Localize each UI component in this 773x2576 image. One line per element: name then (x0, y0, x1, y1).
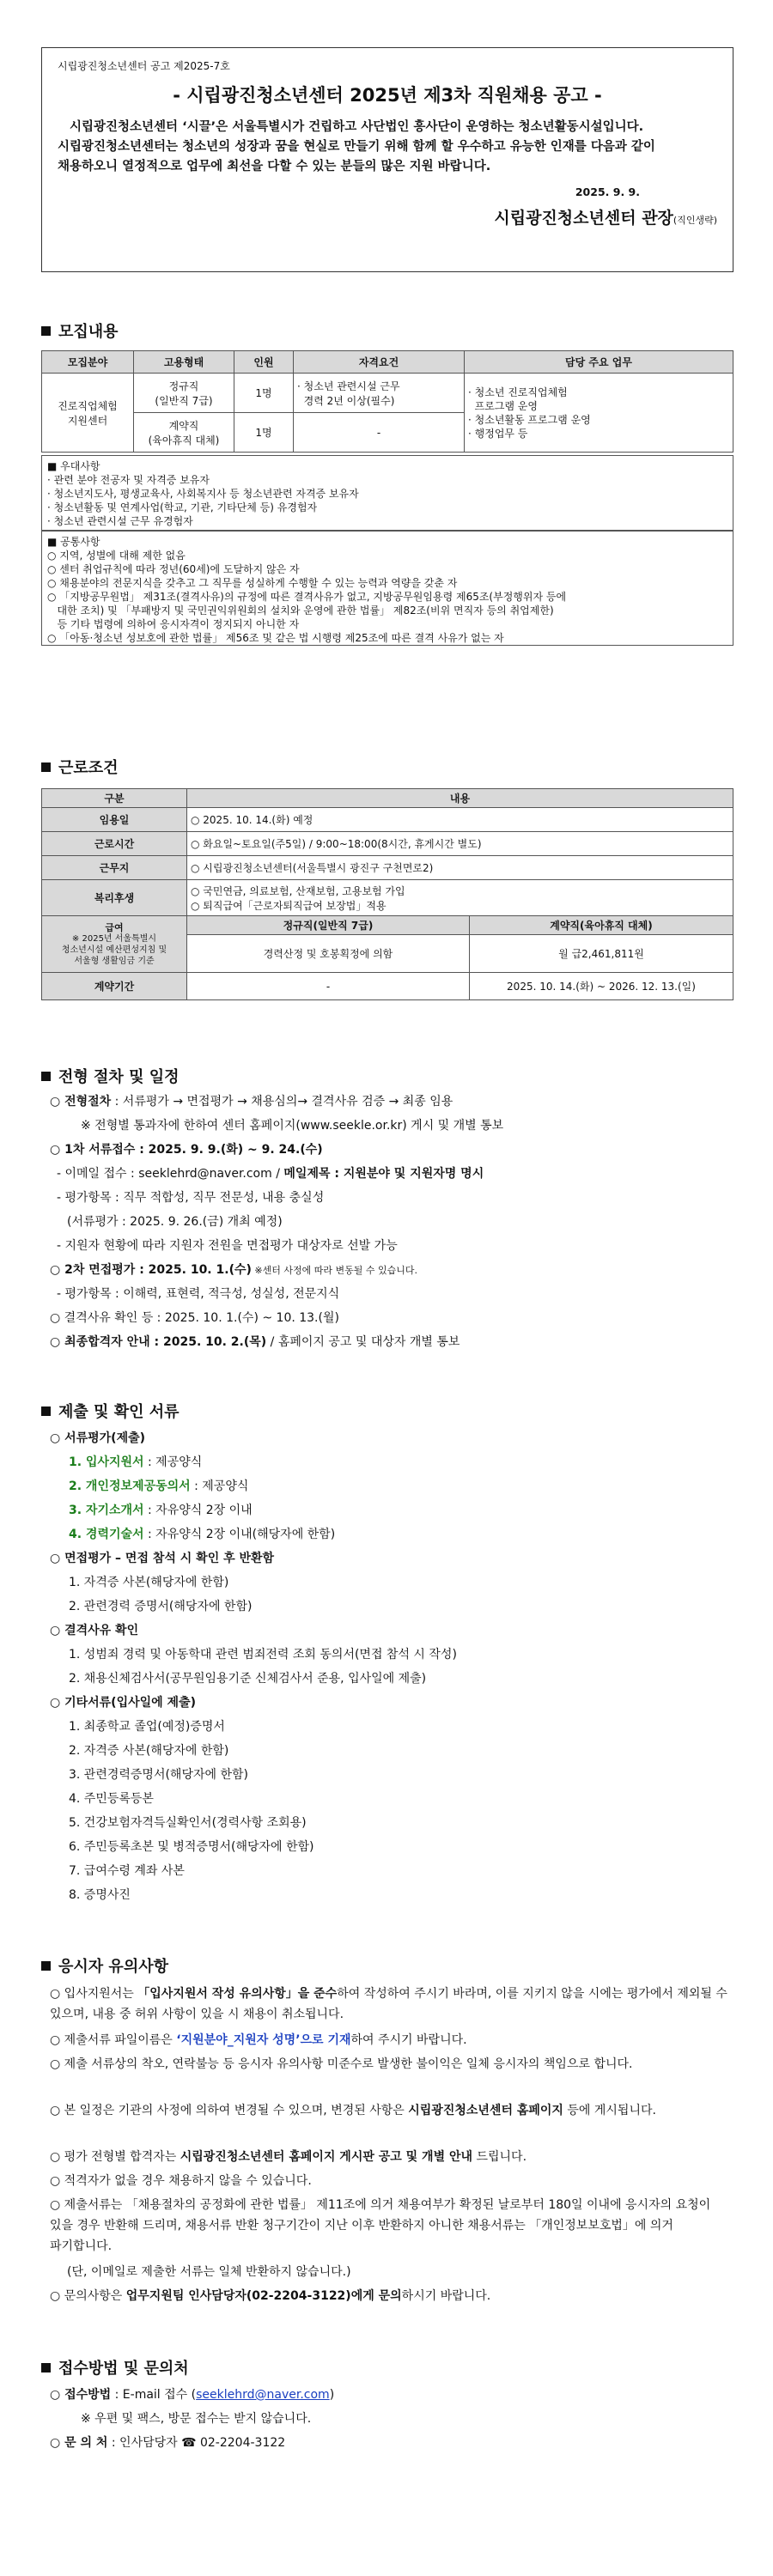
procedure-line: (서류평가 : 2025. 9. 26.(금) 개최 예정) (67, 1215, 283, 1229)
row-label: 임용일 (42, 808, 187, 832)
requirement: - (294, 413, 465, 453)
doc-item: 2. 자격증 사본(해당자에 한함) (69, 1744, 229, 1758)
duties-cell: · 청소년 진로직업체험 프로그램 운영 · 청소년활동 프로그램 운영 · 행정업무 등 (465, 374, 733, 453)
conditions-table (41, 788, 733, 1000)
square-bullet-icon (41, 2363, 51, 2372)
field-cell: 진로직업체험 지원센터 (42, 374, 134, 453)
common-item: ○ 「아동·청소년 성보호에 관한 법률」 제56조 및 같은 법 시행령 제25조에 따른 결격 사유가 없는 자 (47, 632, 504, 644)
col-header: 모집분야 (42, 351, 134, 374)
row-value: ○ 시립광진청소년센터(서울특별시 광진구 구천면로2) (187, 856, 733, 880)
section-title-notes: 응시자 유의사항 (41, 1954, 168, 1977)
section-title-conditions: 근로조건 (41, 756, 119, 778)
salary-col-header: 계약직(육아휴직 대체) (470, 916, 733, 935)
common-item: ○ 센터 취업규칙에 따라 정년(60세)에 도달하지 않은 자 (47, 563, 300, 575)
col-header: 내용 (187, 789, 733, 808)
period-value: 2025. 10. 14.(화) ~ 2026. 12. 13.(일) (470, 973, 733, 1000)
square-bullet-icon (41, 1072, 51, 1081)
section-title-documents: 제출 및 확인 서류 (41, 1400, 180, 1422)
salary-value: 월 급2,461,811원 (470, 935, 733, 973)
employment-type: 계약직 (육아휴직 대체) (134, 413, 234, 453)
common-box (41, 531, 733, 646)
row-label: 계약기간 (42, 973, 187, 1000)
notice-signer: 시립광진청소년센터 관장(직인생략) (494, 209, 717, 228)
col-header: 고용형태 (134, 351, 234, 374)
row-label: 복리후생 (42, 880, 187, 916)
note-item: ○ 제출서류는 「채용절차의 공정화에 관한 법률」 제11조에 의거 채용여부가 확정된 날로부터 180일 이내에 응시자의 요청이 있을 경우 반환해 드리며, 채용서류 반환 청구기간이 지난 이후 반환하지 아니한 채용서류는 「개인정보보호법」에 의거 파기합니다. (50, 2198, 711, 2253)
preference-item: · 관련 분야 전공자 및 자격증 보유자 (47, 474, 210, 486)
notice-body: 시립광진청소년센터 ‘시끌’은 서울특별시가 건립하고 사단법인 흥사단이 운영하는 청소년활동시설입니다. 시립광진청소년센터는 청소년의 성장과 꿈을 현실로 만들기 위해 함께 할 우수하고 유능한 인재를 다음과 같이 채용하오니 열정적으로 업무에 최선을 다할 수 있는 분들의 많은 지원 바랍니다. (58, 120, 655, 173)
preference-title: ■ 우대사항 (47, 460, 100, 472)
row-value: ○ 국민연금, 의료보험, 산재보험, 고용보험 가입 ○ 퇴직급여「근로자퇴직급여 보장법」적용 (187, 880, 733, 916)
note-item: ○ 평가 전형별 합격자는 시립광진청소년센터 홈페이지 게시판 공고 및 개별 안내 드립니다. (50, 2150, 527, 2164)
note-item: ○ 입사지원서는 「입사지원서 작성 유의사항」을 준수하여 작성하여 주시기 바라며, 이를 지키지 않을 시에는 평가에서 제외될 수 있으며, 내용 중 허위 사항이 있을 시 채용이 취소됩니다. (50, 1987, 727, 2021)
employment-type: 정규직 (일반직 7급) (134, 374, 234, 413)
note-item: ○ 제출 서류상의 착오, 연락불능 등 응시자 유의사항 미준수로 발생한 불이익은 일체 응시자의 책임으로 합니다. (50, 2057, 633, 2071)
common-item: ○ 「지방공무원법」 제31조(결격사유)의 규정에 따른 결격사유가 없고, 지방공무원임용령 제65조(부정행위자 등에 (47, 591, 567, 603)
doc-item: 2. 채용신체검사서(공무원임용기준 신체검사서 준용, 입사일에 제출) (69, 1672, 427, 1686)
procedure-line: - 이메일 접수 : seeklehrd@naver.com / 메일제목 : 지원분야 및 지원자명 명시 (57, 1167, 484, 1181)
row-value: ○ 2025. 10. 14.(화) 예정 (187, 808, 733, 832)
notice-title: - 시립광진청소년센터 2025년 제3차 직원채용 공고 - (173, 85, 602, 106)
preference-box (41, 455, 733, 531)
section-title-procedure: 전형 절차 및 일정 (41, 1065, 180, 1087)
contact-phone: ○ 문 의 처 : 인사담당자 ☎ 02-2204-3122 (50, 2436, 286, 2450)
doc-item: 8. 증명사진 (69, 1888, 131, 1902)
doc-item: 2. 관련경력 증명서(해당자에 한함) (69, 1600, 253, 1613)
contact-note: ※ 우편 및 팩스, 방문 접수는 받지 않습니다. (81, 2412, 312, 2426)
doc-item: 7. 급여수령 계좌 사본 (69, 1864, 185, 1878)
preference-item: · 청소년지도사, 평생교육사, 사회복지사 등 청소년관련 자격증 보유자 (47, 488, 359, 500)
doc-group-title: ○ 서류평가(제출) (50, 1431, 146, 1445)
procedure-line: ○ 2차 면접평가 : 2025. 10. 1.(수) ※센터 사정에 따라 변동될 수 있습니다. (50, 1263, 417, 1277)
note-item: ○ 문의사항은 업무지원팀 인사담당자(02-2204-3122)에게 문의하시기 바랍니다. (50, 2289, 491, 2303)
doc-item: 5. 건강보험자격득실확인서(경력사항 조회용) (69, 1816, 307, 1830)
procedure-line: ○ 전형절차 : 서류평가 → 면접평가 → 채용심의→ 결격사유 검증 → 최종 임용 (50, 1095, 453, 1109)
contact-method: ○ 접수방법 : E-mail 접수 (seeklehrd@naver.com) (50, 2388, 335, 2402)
common-item: ○ 채용분야의 전문지식을 갖추고 그 직무를 성실하게 수행할 수 있는 능력과 역량을 갖춘 자 (47, 577, 458, 589)
doc-item: 4. 경력기술서 : 자유양식 2장 이내(해당자에 한함) (69, 1528, 336, 1541)
notice-date: 2025. 9. 9. (575, 185, 640, 198)
procedure-line: ○ 1차 서류접수 : 2025. 9. 9.(화) ~ 9. 24.(수) (50, 1143, 323, 1157)
common-item: ○ 지역, 성별에 대해 제한 없음 (47, 550, 186, 562)
salary-value: 경력산정 및 호봉획정에 의함 (187, 935, 470, 973)
preference-item: · 청소년 관련시설 근무 유경험자 (47, 515, 193, 527)
procedure-note: ※ 전형별 통과자에 한하여 센터 홈페이지(www.seekle.or.kr) 게시 및 개별 통보 (81, 1119, 504, 1133)
period-value: - (187, 973, 470, 1000)
preference-item: · 청소년활동 및 연계사업(학교, 기관, 기타단체 등) 유경험자 (47, 501, 318, 513)
col-header: 구분 (42, 789, 187, 808)
doc-group-title: ○ 면접평가 – 면접 참석 시 확인 후 반환함 (50, 1552, 275, 1565)
col-header: 인원 (234, 351, 294, 374)
procedure-line: - 지원자 현황에 따라 지원자 전원을 면접평가 대상자로 선발 가능 (57, 1239, 398, 1253)
note-item: ○ 적격자가 없을 경우 채용하지 않을 수 있습니다. (50, 2174, 312, 2188)
section-title-recruitment: 모집내용 (41, 319, 119, 342)
square-bullet-icon (41, 326, 51, 336)
square-bullet-icon (41, 1406, 51, 1416)
notice-number: 시립광진청소년센터 공고 제2025-7호 (58, 60, 230, 72)
doc-item: 3. 자기소개서 : 자유양식 2장 이내 (69, 1504, 253, 1517)
section-title-contact: 접수방법 및 문의처 (41, 2356, 189, 2379)
procedure-line: ○ 결격사유 확인 등 : 2025. 10. 1.(수) ~ 10. 13.(월) (50, 1311, 339, 1325)
square-bullet-icon (41, 1961, 51, 1971)
common-item: 대한 조치) 및 「부패방지 및 국민권익위원회의 설치와 운영에 관한 법률」 제82조(비위 면직자 등의 취업제한) (47, 605, 554, 617)
notice-box (41, 47, 733, 272)
procedure-line: - 평가항목 : 직무 적합성, 직무 전문성, 내용 충실성 (57, 1191, 325, 1205)
headcount: 1명 (234, 374, 294, 413)
note-item: (단, 이메일로 제출한 서류는 일체 반환하지 않습니다.) (67, 2265, 351, 2279)
doc-item: 4. 주민등록등본 (69, 1792, 154, 1806)
doc-item: 1. 자격증 사본(해당자에 한함) (69, 1576, 229, 1589)
doc-item: 2. 개인정보제공동의서 : 제공양식 (69, 1479, 249, 1493)
email-link[interactable]: seeklehrd@naver.com (196, 2388, 330, 2402)
doc-group-title: ○ 기타서류(입사일에 제출) (50, 1696, 197, 1710)
procedure-line: - 평가항목 : 이해력, 표현력, 적극성, 성실성, 전문지식 (57, 1287, 340, 1301)
doc-item: 1. 성범죄 경력 및 아동학대 관련 범죄전력 조회 동의서(면접 참석 시 작성) (69, 1648, 457, 1662)
col-header: 자격요건 (294, 351, 465, 374)
common-title: ■ 공통사항 (47, 536, 100, 548)
row-label: 근무지 (42, 856, 187, 880)
row-label: 근로시간 (42, 832, 187, 856)
headcount: 1명 (234, 413, 294, 453)
salary-label-cell: 급여 ※ 2025년 서울특별시 청소년시설 예산편성지침 및 서울형 생활임금 기준 (42, 916, 187, 973)
note-item: ○ 제출서류 파일이름은 ‘지원분야_지원자 성명’으로 기재하여 주시기 바랍니다. (50, 2033, 467, 2047)
doc-item: 1. 최종학교 졸업(예정)증명서 (69, 1720, 225, 1734)
doc-group-title: ○ 결격사유 확인 (50, 1624, 139, 1637)
recruitment-table (41, 350, 733, 453)
row-value: ○ 화요일~토요일(주5일) / 9:00~18:00(8시간, 휴게시간 별도) (187, 832, 733, 856)
salary-col-header: 정규직(일반직 7급) (187, 916, 470, 935)
doc-item: 6. 주민등록초본 및 병적증명서(해당자에 한함) (69, 1840, 314, 1854)
note-item: ○ 본 일정은 기관의 사정에 의하여 변경될 수 있으며, 변경된 사항은 시립광진청소년센터 홈페이지 등에 게시됩니다. (50, 2104, 656, 2117)
doc-item: 3. 관련경력증명서(해당자에 한함) (69, 1768, 248, 1782)
requirement: · 청소년 관련시설 근무 경력 2년 이상(필수) (294, 374, 465, 413)
common-item: 등 기타 법령에 의하여 응시자격이 정지되지 아니한 자 (47, 618, 300, 630)
col-header: 담당 주요 업무 (465, 351, 733, 374)
procedure-line: ○ 최종합격자 안내 : 2025. 10. 2.(목) / 홈페이지 공고 및 대상자 개별 통보 (50, 1335, 460, 1349)
doc-item: 1. 입사지원서 : 제공양식 (69, 1455, 203, 1469)
square-bullet-icon (41, 762, 51, 772)
